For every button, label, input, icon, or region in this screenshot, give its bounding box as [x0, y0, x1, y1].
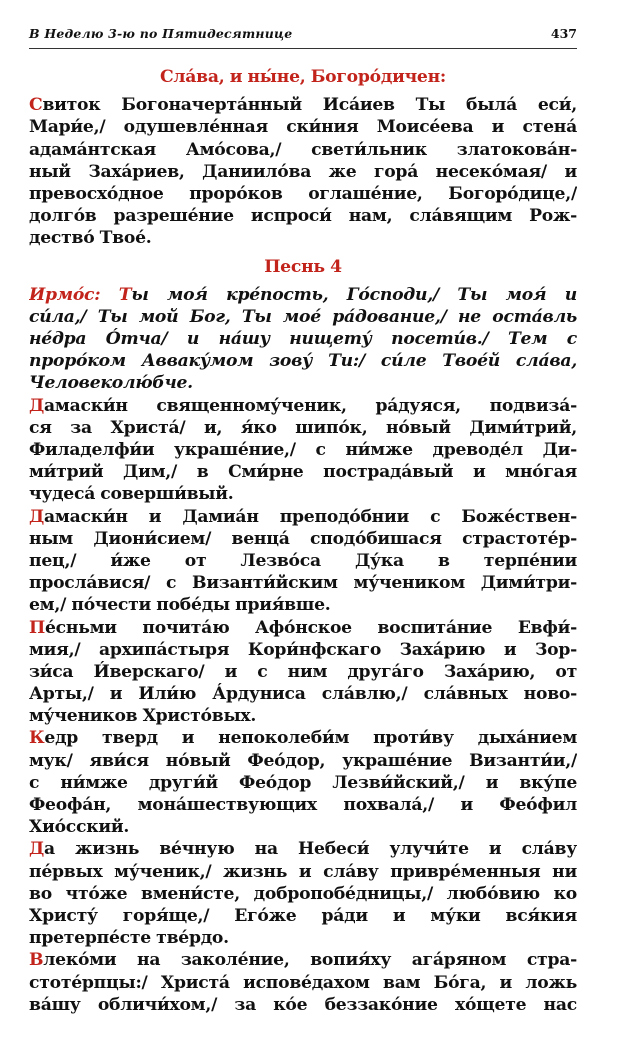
paragraph-line: долго́в разреше́ние испроси́ нам, сла́вящим Рож-	[29, 206, 577, 227]
irmos-label: Ирмо́с: Т	[29, 284, 132, 305]
page-body	[29, 66, 577, 1016]
paragraph-line: ва́шу обличи́хом,/ за ко́е беззако́ние хо́щете нас	[29, 994, 577, 1015]
paragraph-line: чудеса́ соверши́вый.	[29, 484, 234, 505]
running-head: В Неделю 3-ю по Пятидесятнице	[29, 26, 293, 41]
paragraph-line: пец,/ и́же от Лезво́са Ду́ка в терпе́нии	[29, 550, 577, 571]
paragraph-line: адама́нтская Амо́сова,/ свети́льник златокова́н-	[29, 139, 577, 160]
paragraph-line: стоте́рпцы:/ Христа́ испове́дахом вам Бо́га, и ложь	[29, 972, 577, 993]
paragraph-line: ем,/ по́чести побе́ды прия́вше.	[29, 595, 331, 616]
page-header	[29, 26, 577, 49]
paragraph-line: ми́трий Дим,/ в Сми́рне пострада́вый и мно́гая	[29, 462, 577, 483]
paragraph-line: Мари́е,/ одушевле́нная ски́ния Моисе́ева и стена́	[29, 117, 577, 138]
initial-letter: К	[29, 728, 45, 749]
paragraph-line: зи́са И́верскаго/ и с ним друга́го Заха́рию, от	[29, 661, 577, 682]
paragraph-troparion-6	[29, 949, 577, 1016]
paragraph-line: си́ла,/ Ты мой Бог, Ты мое́ ра́дование,/ не оста́вль	[29, 306, 577, 327]
paragraph-line: мия,/ архипа́стыря Кори́нфскаго Заха́рию и Зор-	[29, 639, 577, 660]
paragraph-line: превосхо́дное проро́ков оглаше́ние, Богоро́дице,/	[29, 183, 577, 204]
page-number: 437	[550, 26, 577, 41]
paragraph-line: дество́ Твое́.	[29, 228, 152, 249]
paragraph-line: Ирмо́с: Ты моя́ кре́пость, Го́споди,/ Ты моя́ и	[29, 284, 577, 305]
paragraph-line: с ни́мже други́й Фео́дор Лезви́йский,/ и вку́пе	[29, 772, 577, 793]
paragraph-troparion-3	[29, 617, 577, 728]
paragraph-line: Дамаски́н и Дамиа́н преподо́бнии с Боже́ствен-	[29, 506, 577, 527]
initial-letter: Д	[29, 839, 45, 860]
paragraph-line: Человеколю́бче.	[29, 373, 193, 394]
initial-letter: С	[29, 95, 43, 116]
slava-heading: Сла́ва, и ны́не, Богоро́дичен:	[159, 67, 447, 87]
initial-letter: Д	[29, 395, 45, 416]
initial-letter: В	[29, 950, 44, 971]
paragraph-line: Кедр тверд и непоколеби́м проти́ву дыха́нием	[29, 728, 577, 749]
initial-letter: П	[29, 617, 45, 638]
paragraph-line: проро́ком Авваку́мом зову́ Ти:/ си́ле Твое́й сла́ва,	[29, 351, 577, 372]
paragraph-theotokion	[29, 94, 577, 249]
paragraph-line: Да жизнь ве́чную на Небеси́ улучи́те и сла́ву	[29, 839, 577, 860]
paragraph-troparion-4	[29, 727, 577, 838]
paragraph-line: Пе́сньми почита́ю Афо́нское воспита́ние Евфи́-	[29, 617, 577, 638]
paragraph-line: пе́рвых му́ченик,/ жизнь и сла́ву привре́менныя ни	[29, 861, 577, 882]
paragraph-line: Влеко́ми на заколе́ние, вопия́ху ага́ряном стра-	[29, 950, 577, 971]
paragraph-line: Дамаски́н священному́ченик, ра́дуяся, подвиза́-	[29, 395, 577, 416]
paragraph-irmos	[29, 284, 577, 395]
initial-letter: Д	[29, 506, 45, 527]
paragraph-line: ся за Христа́/ и, я́ко шипо́к, но́вый Дими́трий,	[29, 417, 577, 438]
paragraph-line: Филаделфи́и украше́ние,/ с ни́мже древоде́л Ди-	[29, 440, 577, 460]
paragraph-line: Арты,/ и Или́ю А́рдуниса сла́влю,/ сла́вных ново-	[29, 684, 577, 705]
paragraph-troparion-2	[29, 506, 577, 617]
paragraph-line: ный Заха́риев, Даниило́ва же гора́ несеко́мая/ и	[29, 161, 577, 182]
paragraph-line: Феофа́н, мона́шествующих похвала́,/ и Фео́фил	[29, 795, 577, 815]
paragraph-line: мук/ яви́ся но́вый Фео́дор, украше́ние Византи́и,/	[29, 750, 577, 771]
paragraph-line: му́чеников Христо́вых.	[29, 706, 257, 727]
paragraph-line: Христу́ горя́ще,/ Его́же ра́ди и му́ки вся́кия	[29, 905, 577, 926]
paragraph-line: претерпе́сте тве́рдо.	[29, 928, 229, 949]
paragraph-line: Хио́сский.	[29, 817, 130, 838]
paragraph-line: не́дра О́тча/ и на́шу нищету́ посети́в./ Тем с	[29, 329, 577, 350]
paragraph-troparion-1	[29, 395, 577, 506]
paragraph-line: просла́вися/ с Византи́йским му́чеником Дими́три-	[29, 573, 577, 594]
ode-heading: Песнь 4	[264, 256, 342, 277]
paragraph-troparion-5	[29, 838, 577, 949]
paragraph-line: Свиток Богоначерта́нный Иса́иев Ты была́ еси́,	[29, 95, 577, 116]
paragraph-line: во что́же вмени́сте, добропобе́дницы,/ любо́вию ко	[29, 883, 577, 904]
paragraph-line: ным Диони́сием/ венца́ сподо́бишася страстоте́р-	[29, 528, 577, 549]
